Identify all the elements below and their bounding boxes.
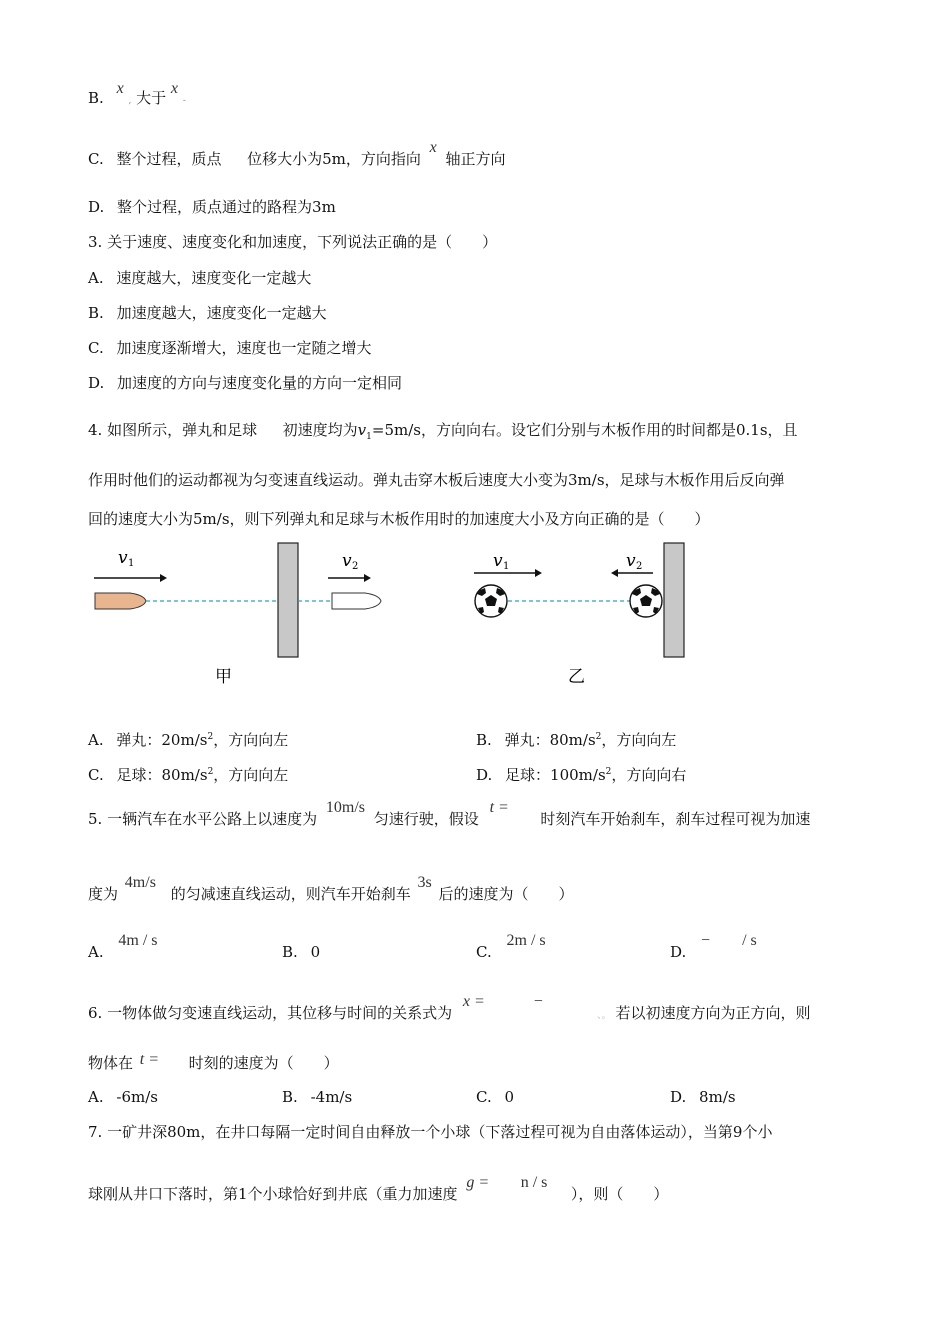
option-label: D. — [670, 1088, 687, 1106]
option-label: D. — [476, 766, 493, 784]
q5-line-1 — [88, 799, 811, 830]
option-text: ，方向向左 — [601, 731, 677, 749]
option-text: 整个过程，质点 — [116, 150, 222, 168]
option-label: D. — [670, 943, 687, 961]
q5-option-c — [476, 932, 546, 963]
option-text: 弹丸：80m/s — [504, 731, 596, 749]
q5-option-a — [88, 932, 158, 963]
q5-option-b — [282, 942, 320, 962]
option-text: 速度越大，速度变化一定越大 — [116, 269, 312, 287]
q7-line-2 — [88, 1174, 669, 1205]
option-label: D. — [88, 198, 105, 216]
option-text: 足球：80m/s — [116, 766, 208, 784]
math-speed: 10m/s — [325, 799, 365, 816]
option-text: 位移大小为5m，方向指向 — [247, 150, 421, 168]
caption-left: 甲 — [215, 667, 232, 687]
option-label: A. — [88, 1088, 104, 1106]
option-label: B. — [282, 943, 298, 961]
q4-figure — [80, 535, 700, 695]
option-label: C. — [476, 943, 492, 961]
math-sub: 1 — [366, 432, 372, 442]
q6-line-1 — [88, 993, 811, 1026]
q4-option-b — [476, 727, 676, 750]
option-text: 加速度越大，速度变化一定越大 — [116, 304, 327, 322]
q3-option-c — [88, 338, 372, 358]
q7-line-1: 7. 一矿井深80m，在井口每隔一定时间自由释放一个小球（下落过程可视为自由落体运动），当第9个小 — [88, 1123, 773, 1141]
q3-stem: 3. 关于速度、速度变化和加速度，下列说法正确的是（ ） — [88, 233, 498, 251]
bullet-icon — [95, 593, 146, 609]
superscript: 2 — [207, 767, 214, 777]
option-label: C. — [88, 150, 104, 168]
arrowhead — [160, 574, 167, 582]
option-text: 足球：100m/s — [505, 766, 606, 784]
option-value: 0 — [504, 1088, 515, 1106]
math-time: 3s — [417, 874, 432, 891]
math-unit: n / s — [520, 1174, 548, 1191]
superscript: 2 — [605, 767, 612, 777]
option-label: B. — [476, 731, 492, 749]
stem-text: 初速度均为 — [282, 421, 358, 439]
option-value: 2m / s — [506, 932, 546, 949]
football-icon — [475, 585, 507, 617]
option-value: -6m/s — [116, 1088, 158, 1106]
superscript: 2 — [207, 732, 214, 742]
label-v2-left-sub: 2 — [352, 561, 359, 572]
q4-line-3: 回的速度大小为5m/s，则下列弹丸和足球与木板作用时的加速度大小及方向正确的是（ ） — [88, 510, 710, 528]
stem-text: =5m/s，方向向右。设它们分别与木板作用的时间都是0.1s，且 — [371, 421, 798, 439]
option-label: C. — [476, 1088, 492, 1106]
q6-option-a — [88, 1087, 158, 1107]
superscript: 2 — [595, 732, 602, 742]
option-label: B. — [88, 89, 104, 107]
math-x: x — [170, 80, 179, 97]
q4-line-1 — [88, 420, 798, 447]
q6-option-d — [670, 1087, 736, 1107]
label-v1-right: v — [493, 551, 503, 571]
caption-right: 乙 — [568, 667, 585, 687]
option-text: ，方向向左 — [213, 731, 289, 749]
stem-text: 物体在 — [88, 1054, 134, 1072]
stem-text: 球刚从井口下落时，第1个小球恰好到井底（重力加速度 — [88, 1185, 458, 1203]
stem-text: 若以初速度方向为正方向，则 — [615, 1004, 811, 1022]
stem-text: 匀速行驶，假设 — [373, 810, 479, 828]
option-value: 4m / s — [118, 932, 158, 949]
q4-option-a — [88, 727, 288, 750]
q3-option-d — [88, 373, 402, 393]
option-value: − / s — [701, 932, 757, 949]
option-label: A. — [88, 943, 104, 961]
wooden-board-left — [278, 543, 298, 657]
option-text: 轴正方向 — [445, 150, 506, 168]
stem-text: 后的速度为（ ） — [438, 885, 574, 903]
stem-text: 时刻的速度为（ ） — [188, 1054, 339, 1072]
math-t: t = — [489, 799, 509, 816]
option-value: 8m/s — [699, 1088, 736, 1106]
math-g: g = — [466, 1174, 490, 1191]
label-v2-left: v — [342, 551, 352, 571]
q6-option-c — [476, 1087, 514, 1107]
stem-text: 4. 如图所示，弹丸和足球 — [88, 421, 258, 439]
formula-tail: 、。 — [597, 1011, 611, 1021]
option-text: 弹丸：20m/s — [116, 731, 208, 749]
q2-option-c — [88, 139, 506, 170]
math-formula: x = − — [462, 993, 544, 1010]
stem-text: ），则（ ） — [570, 1185, 669, 1203]
q3-option-a — [88, 268, 311, 288]
option-text: 大于 — [136, 89, 167, 107]
q2-option-d — [88, 197, 336, 217]
label-v1-left: v — [118, 548, 128, 568]
stem-text: 5. 一辆汽车在水平公路上以速度为 — [88, 810, 318, 828]
option-text: 加速度的方向与速度变化量的方向一定相同 — [117, 374, 403, 392]
option-text: 整个过程，质点通过的路程为3m — [117, 198, 336, 216]
q4-option-c — [88, 762, 288, 785]
option-label: D. — [88, 374, 105, 392]
stem-text: 时刻汽车开始刹车，刹车过程可视为加速 — [540, 810, 811, 828]
option-text: 加速度逐渐增大，速度也一定随之增大 — [116, 339, 372, 357]
q5-option-d — [670, 932, 757, 963]
option-text: ，方向向左 — [213, 766, 289, 784]
label-v2-right: v — [626, 551, 636, 571]
math-x: x — [116, 80, 124, 97]
label-v1-left-sub: 1 — [128, 558, 135, 569]
math-v: v — [357, 421, 367, 439]
option-label: C. — [88, 766, 104, 784]
q6-option-b — [282, 1087, 352, 1107]
q4-option-d — [476, 762, 686, 785]
stem-text: 的匀减速直线运动，则汽车开始刹车 — [170, 885, 411, 903]
option-label: B. — [88, 304, 104, 322]
option-value: -4m/s — [310, 1088, 353, 1106]
math-x: x — [429, 139, 437, 156]
label-v2-right-sub: 2 — [636, 561, 643, 572]
q4-line-2: 作用时他们的运动都视为匀变速直线运动。弹丸击穿木板后速度大小变为3m/s，足球与木板作用后反向弹 — [88, 471, 785, 489]
q3-option-b — [88, 303, 327, 323]
q2-option-b: B. x , 大于 x - — [88, 80, 186, 107]
stem-text: 6. 一物体做匀变速直线运动，其位移与时间的关系式为 — [88, 1004, 453, 1022]
bullet-after-icon — [332, 593, 381, 609]
option-label: A. — [88, 269, 104, 287]
q6-line-2 — [88, 1053, 339, 1074]
stem-text: 度为 — [88, 885, 119, 903]
q5-line-2 — [88, 874, 574, 905]
option-label: B. — [282, 1088, 298, 1106]
option-text: ，方向向右 — [611, 766, 687, 784]
math-accel: 4m/s — [124, 874, 156, 891]
math-t: t = — [139, 1051, 160, 1068]
option-label: A. — [88, 731, 104, 749]
wooden-board-right — [664, 543, 684, 657]
option-value: 0 — [310, 943, 321, 961]
football-after-icon — [630, 585, 662, 617]
option-label: C. — [88, 339, 104, 357]
label-v1-right-sub: 1 — [503, 561, 510, 572]
